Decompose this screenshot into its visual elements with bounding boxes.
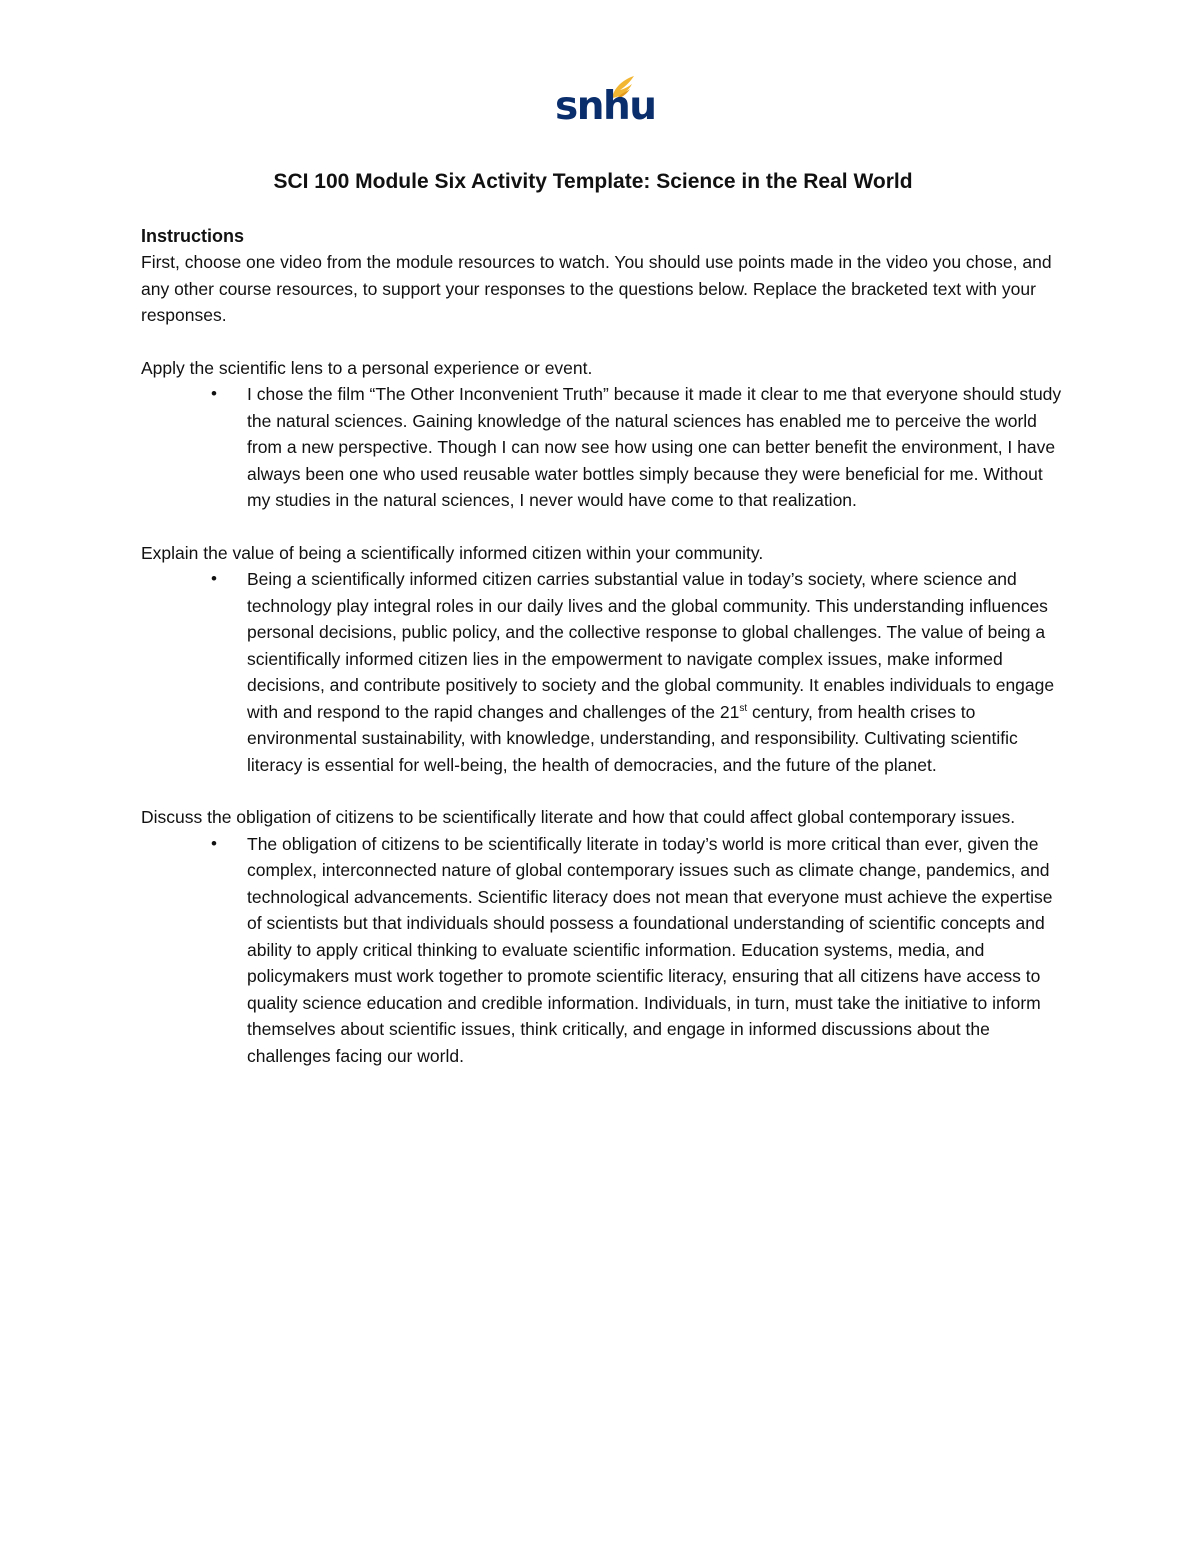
answer-list bbox=[141, 831, 1066, 1070]
logo-wordmark: snhu bbox=[555, 84, 656, 129]
question-prompt: Apply the scientific lens to a personal experience or event. bbox=[141, 357, 593, 378]
list-item bbox=[141, 831, 1066, 1070]
document-body bbox=[141, 164, 1066, 1069]
instructions-heading: Instructions bbox=[141, 226, 245, 246]
answer-text-continued: century, from health crises to environmental sustainability, with knowledge, understanding, and responsibility. Cultivating scientific literacy is essential for well-being, the health of democracies, and the future of the planet. bbox=[247, 701, 1018, 775]
answer-list bbox=[141, 566, 1066, 778]
page-title: SCI 100 Module Six Activity Template: Science in the Real World bbox=[273, 170, 913, 193]
ordinal-suffix: st bbox=[739, 702, 748, 714]
list-item bbox=[141, 381, 1066, 514]
question-prompt: Explain the value of being a scientifically informed citizen within your community. bbox=[141, 542, 764, 563]
bullet-icon: • bbox=[211, 384, 217, 403]
list-item bbox=[141, 566, 1066, 778]
snhu-logo bbox=[554, 72, 656, 134]
answer-list bbox=[141, 381, 1066, 514]
answer-text: The obligation of citizens to be scientifically literate in today’s world is more critical than ever, given the complex, interconnected nature of global contemporary issues such as climate change, pandemics, and technological advancements. Scientific literacy does not mean that everyone must achieve the expertise of scientists but that individuals should possess a foundational understanding of scientific concepts and ability to apply critical thinking to evaluate scientific information. Education systems, media, and policymakers must work together to promote scientific literacy, ensuring that all citizens have access to quality science education and credible information. Individuals, in turn, must take the initiative to inform themselves about scientific issues, think critically, and engage in informed discussions about the challenges facing our world. bbox=[247, 833, 1053, 1066]
bullet-icon: • bbox=[211, 833, 217, 853]
answer-text: Being a scientifically informed citizen carries substantial value in today’s society, where science and technology play integral roles in our daily lives and the global community. This understanding influences personal decisions, public policy, and the collective response to global challenges. The value of being a scientifically informed citizen lies in the empowerment to navigate complex issues, make informed decisions, and contribute positively to society and the global community. It enables individuals to engage with and respond to the rapid changes and challenges of the 21 bbox=[247, 569, 1055, 722]
instructions-text: First, choose one video from the module resources to watch. You should use points made in the video you chose, and any other course resources, to support your responses to the questions below. Replace the bracketed text with your responses. bbox=[141, 252, 1052, 325]
bullet-icon: • bbox=[211, 569, 217, 588]
answer-text: I chose the film “The Other Inconvenient Truth” because it made it clear to me that everyone should study the natural sciences. Gaining knowledge of the natural sciences has enabled me to perceive the world from a new perspective. Though I can now see how using one can better benefit the environment, I have always been one who used reusable water bottles simply because they were beneficial for me. Without my studies in the natural sciences, I never would have come to that realization. bbox=[247, 384, 1062, 510]
question-prompt: Discuss the obligation of citizens to be scientifically literate and how that could affect global contemporary issues. bbox=[141, 807, 1016, 827]
